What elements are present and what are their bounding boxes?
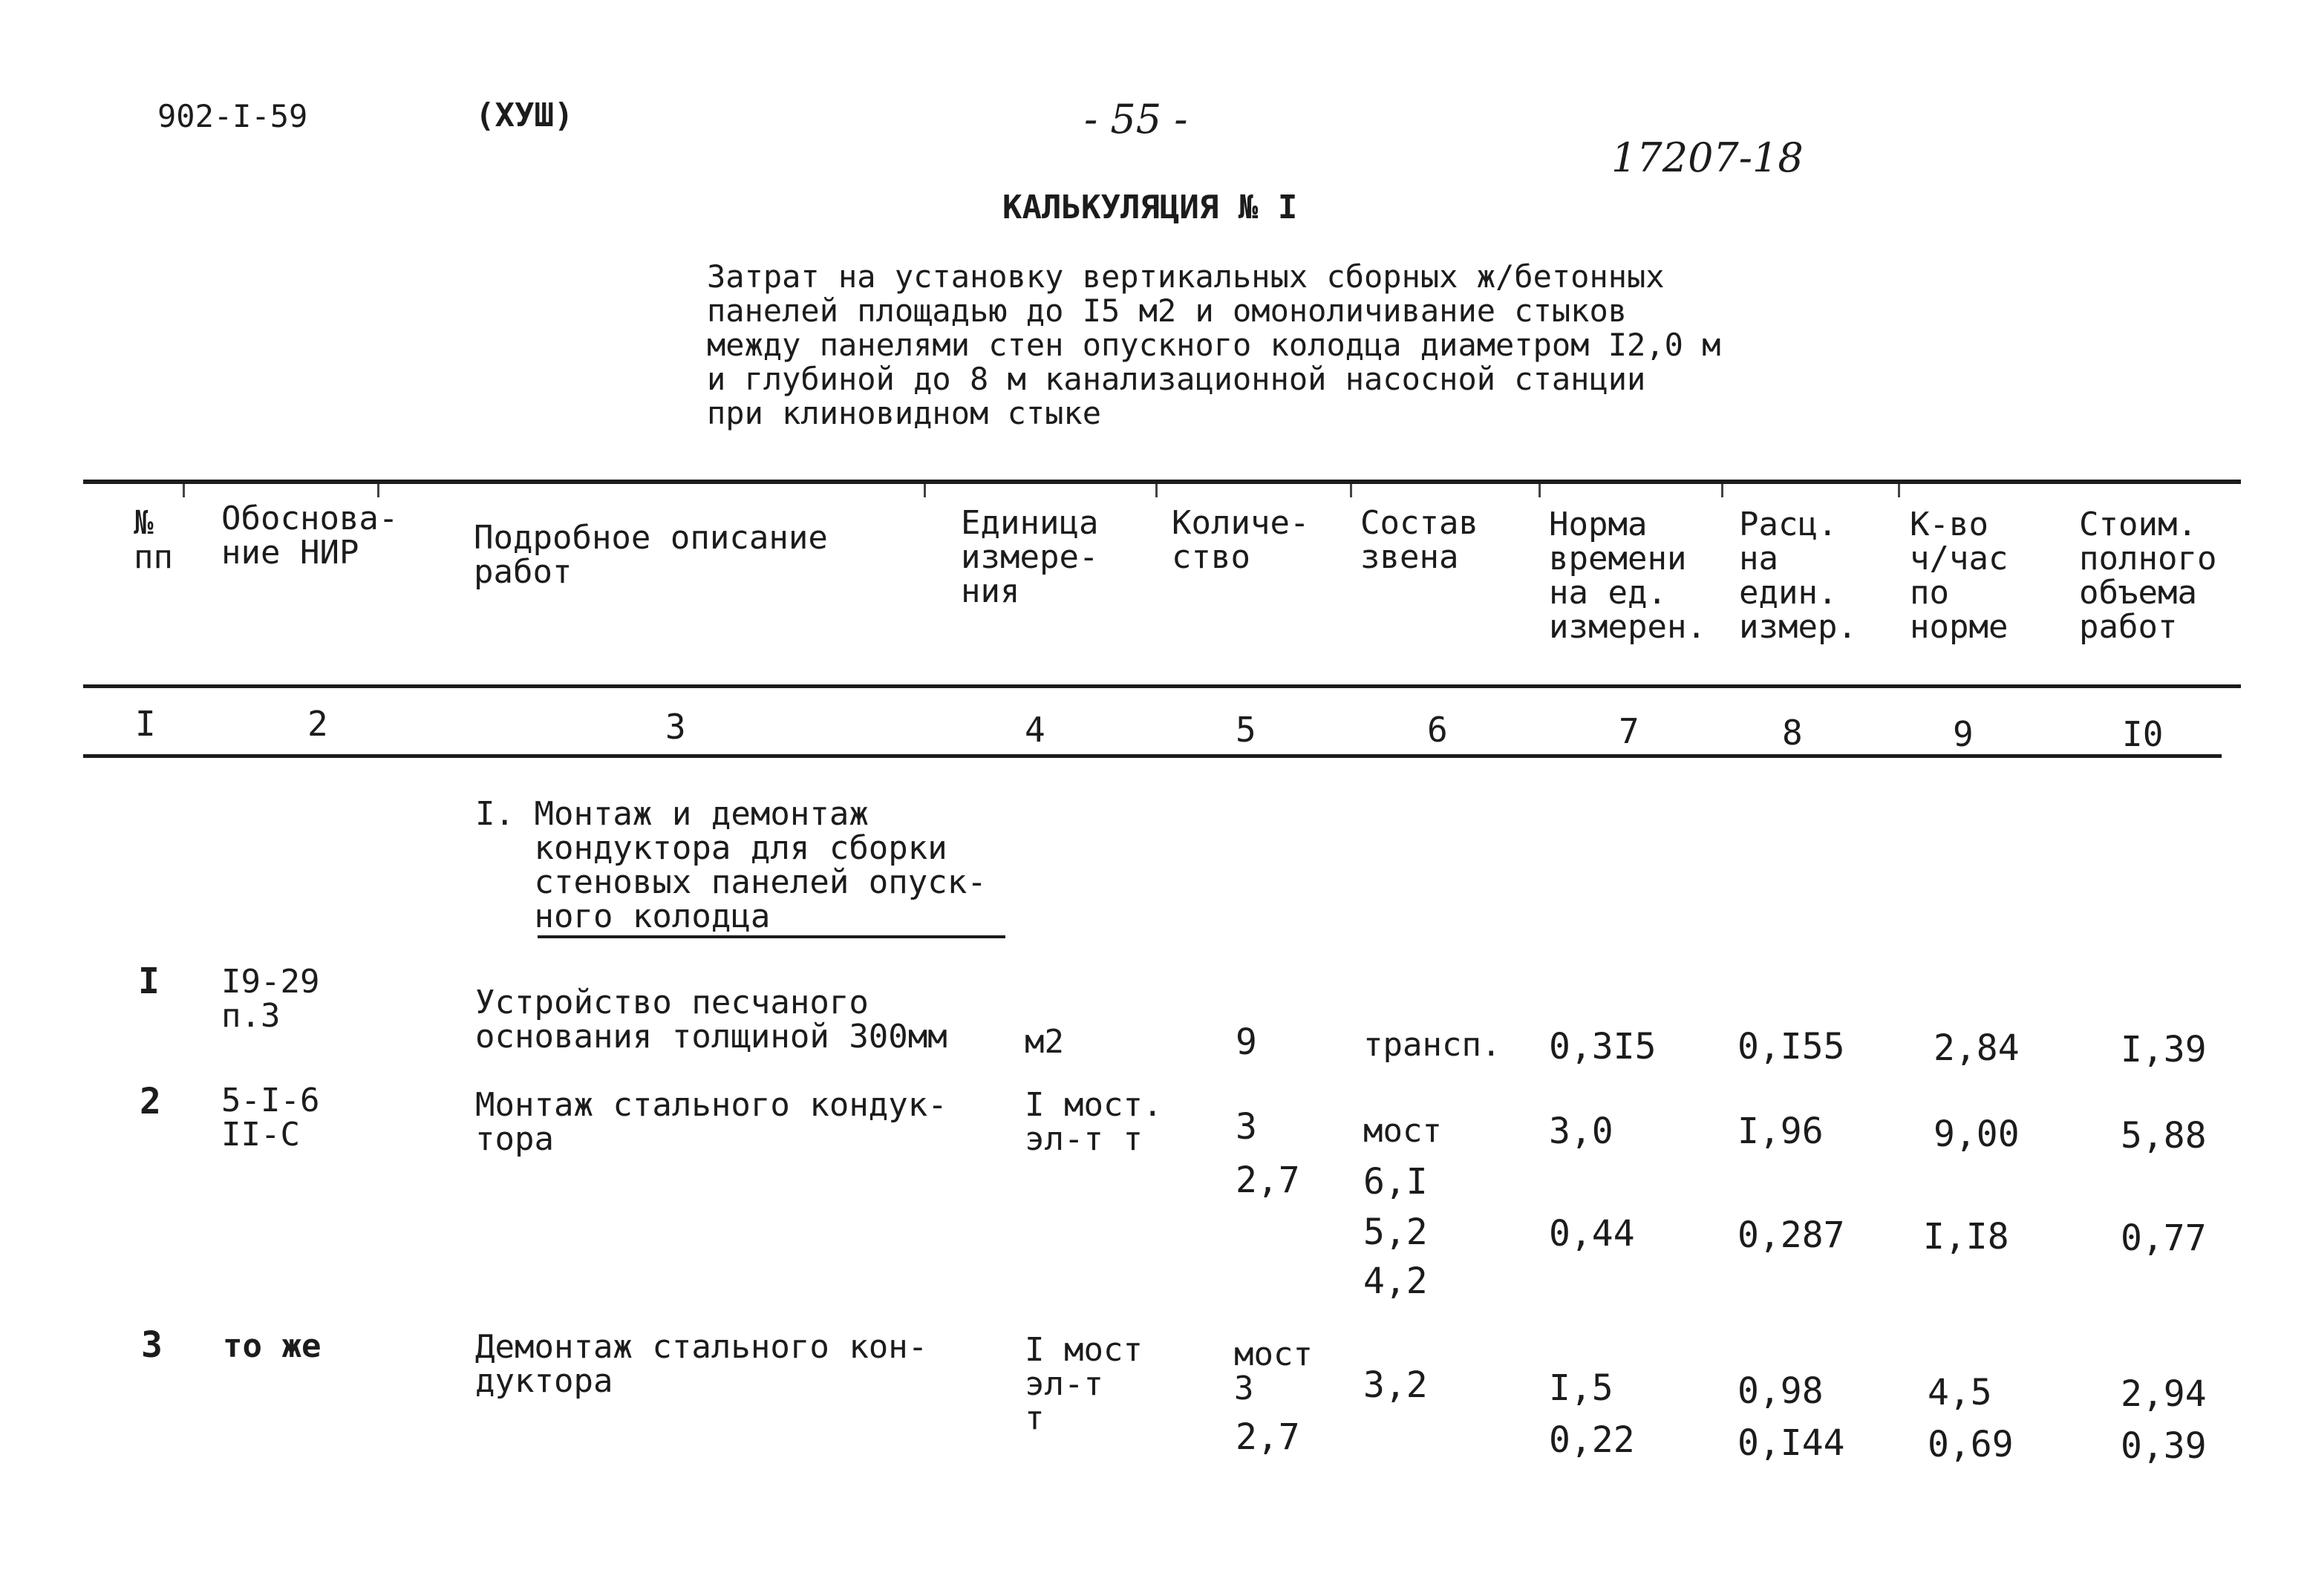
row-1-basis: I9-29 п.3 bbox=[221, 963, 320, 1035]
row-3-rate-a: 0,98 bbox=[1737, 1370, 1824, 1412]
row-2-hours-a: 9,00 bbox=[1934, 1113, 2020, 1155]
section-title-underline bbox=[538, 935, 1005, 938]
row-3-cost-a: 2,94 bbox=[2121, 1373, 2207, 1415]
row-2-description: Монтаж стального кондук- тора bbox=[475, 1086, 947, 1158]
section-title: I. Монтаж и демонтаж кондуктора для сборки стеновых панелей опуск- ного колодца bbox=[475, 795, 987, 935]
row-3-norm-a: I,5 bbox=[1549, 1367, 1613, 1409]
row-3-hours-b: 0,69 bbox=[1928, 1424, 2014, 1465]
column-divider-tick bbox=[1350, 484, 1352, 497]
row-2-hours-b: I,I8 bbox=[1923, 1216, 2009, 1257]
row-1-unit: м2 bbox=[1025, 1023, 1064, 1061]
row-1-rate: 0,I55 bbox=[1737, 1026, 1845, 1067]
row-2-norm-a: 3,0 bbox=[1549, 1111, 1613, 1152]
row-2-unit: I мост. эл-т т bbox=[1025, 1086, 1163, 1158]
column-header-cost: Стоим. полного объема работ bbox=[2079, 506, 2217, 646]
row-3-quantity-b: 2,7 bbox=[1236, 1416, 1300, 1458]
column-number-9: 9 bbox=[1953, 714, 1974, 754]
stamp-number: 17207-18 bbox=[1611, 134, 1804, 181]
row-2-number: 2 bbox=[140, 1081, 161, 1122]
row-2-crew-a: мост bbox=[1363, 1112, 1442, 1150]
column-number-5: 5 bbox=[1236, 710, 1256, 750]
column-number-7: 7 bbox=[1619, 711, 1639, 751]
row-3-rate-b: 0,I44 bbox=[1737, 1422, 1845, 1464]
row-2-quantity-a: 3 bbox=[1236, 1106, 1257, 1148]
document-title: КАЛЬКУЛЯЦИЯ № I bbox=[1002, 189, 1298, 226]
column-number-1: I bbox=[135, 704, 156, 744]
column-header-no: № пп bbox=[134, 504, 173, 576]
row-2-crew-c: 5,2 bbox=[1363, 1211, 1428, 1253]
row-2-norm-b: 0,44 bbox=[1549, 1213, 1635, 1255]
row-3-unit: I мост эл-т т bbox=[1025, 1331, 1143, 1437]
column-header-hours: К-во ч/час по норме bbox=[1910, 506, 2009, 646]
column-header-basis: Обоснова- ние НИР bbox=[221, 500, 399, 572]
row-2-basis: 5-I-6 II-С bbox=[221, 1082, 320, 1154]
column-header-description: Подробное описание работ bbox=[474, 519, 828, 591]
row-2-crew-b: 6,I bbox=[1363, 1161, 1428, 1203]
column-number-4: 4 bbox=[1025, 710, 1045, 750]
row-1-norm: 0,3I5 bbox=[1549, 1026, 1657, 1067]
column-numbers-rule bbox=[83, 754, 2222, 758]
page-number: - 55 - bbox=[1084, 96, 1188, 143]
column-number-10: I0 bbox=[2122, 714, 2164, 754]
row-3-basis: то же bbox=[223, 1327, 322, 1365]
column-header-crew: Состав звена bbox=[1360, 504, 1478, 576]
row-2-cost-a: 5,88 bbox=[2121, 1115, 2207, 1157]
row-3-quantity-a: мост 3 bbox=[1234, 1335, 1313, 1407]
column-header-unit: Единица измере- ния bbox=[961, 504, 1099, 610]
column-divider-tick bbox=[377, 484, 379, 497]
header-bottom-rule bbox=[83, 684, 2241, 688]
column-divider-tick bbox=[1538, 484, 1541, 497]
row-2-rate-a: I,96 bbox=[1737, 1111, 1824, 1152]
row-3-description: Демонтаж стального кон- дуктора bbox=[475, 1328, 928, 1400]
row-3-cost-b: 0,39 bbox=[2121, 1425, 2207, 1467]
column-number-3: 3 bbox=[665, 707, 686, 747]
table-top-rule bbox=[83, 480, 2241, 484]
column-header-norm: Норма времени на ед. измерен. bbox=[1549, 506, 1706, 646]
row-1-hours: 2,84 bbox=[1934, 1027, 2020, 1069]
column-header-quantity: Количе- ство bbox=[1172, 504, 1310, 576]
column-number-8: 8 bbox=[1782, 713, 1803, 753]
row-1-quantity: 9 bbox=[1236, 1021, 1257, 1063]
row-1-cost: I,39 bbox=[2121, 1029, 2207, 1070]
document-code: 902-I-59 bbox=[157, 98, 308, 134]
column-header-rate: Расц. на един. измер. bbox=[1739, 506, 1857, 646]
document-subtitle: Затрат на установку вертикальных сборных ж/бетонных панелей площадью до I5 м2 и омоноличивание стыков между панелями стен опускного колодца диаметром I2,0 м и глубиной до 8 м канализационной насосной станции при клиновидном стыке bbox=[707, 258, 1721, 431]
row-2-rate-b: 0,287 bbox=[1737, 1214, 1845, 1256]
row-2-cost-b: 0,77 bbox=[2121, 1217, 2207, 1259]
column-divider-tick bbox=[1155, 484, 1158, 497]
column-divider-tick bbox=[1898, 484, 1900, 497]
row-3-norm-b: 0,22 bbox=[1549, 1419, 1635, 1461]
roman-section-number: (ХУШ) bbox=[475, 97, 574, 134]
column-divider-tick bbox=[183, 484, 185, 497]
row-2-crew-d: 4,2 bbox=[1363, 1260, 1428, 1302]
row-1-crew: трансп. bbox=[1363, 1026, 1501, 1064]
column-divider-tick bbox=[1721, 484, 1723, 497]
column-divider-tick bbox=[924, 484, 926, 497]
row-3-number: 3 bbox=[141, 1324, 163, 1366]
column-number-2: 2 bbox=[307, 704, 328, 744]
row-3-hours-a: 4,5 bbox=[1928, 1372, 1992, 1413]
row-1-number: I bbox=[138, 961, 160, 1002]
row-3-crew: 3,2 bbox=[1363, 1364, 1428, 1406]
column-number-6: 6 bbox=[1427, 710, 1448, 750]
row-2-quantity-b: 2,7 bbox=[1236, 1160, 1300, 1201]
row-1-description: Устройство песчаного основания толщиной 300мм bbox=[475, 984, 947, 1056]
